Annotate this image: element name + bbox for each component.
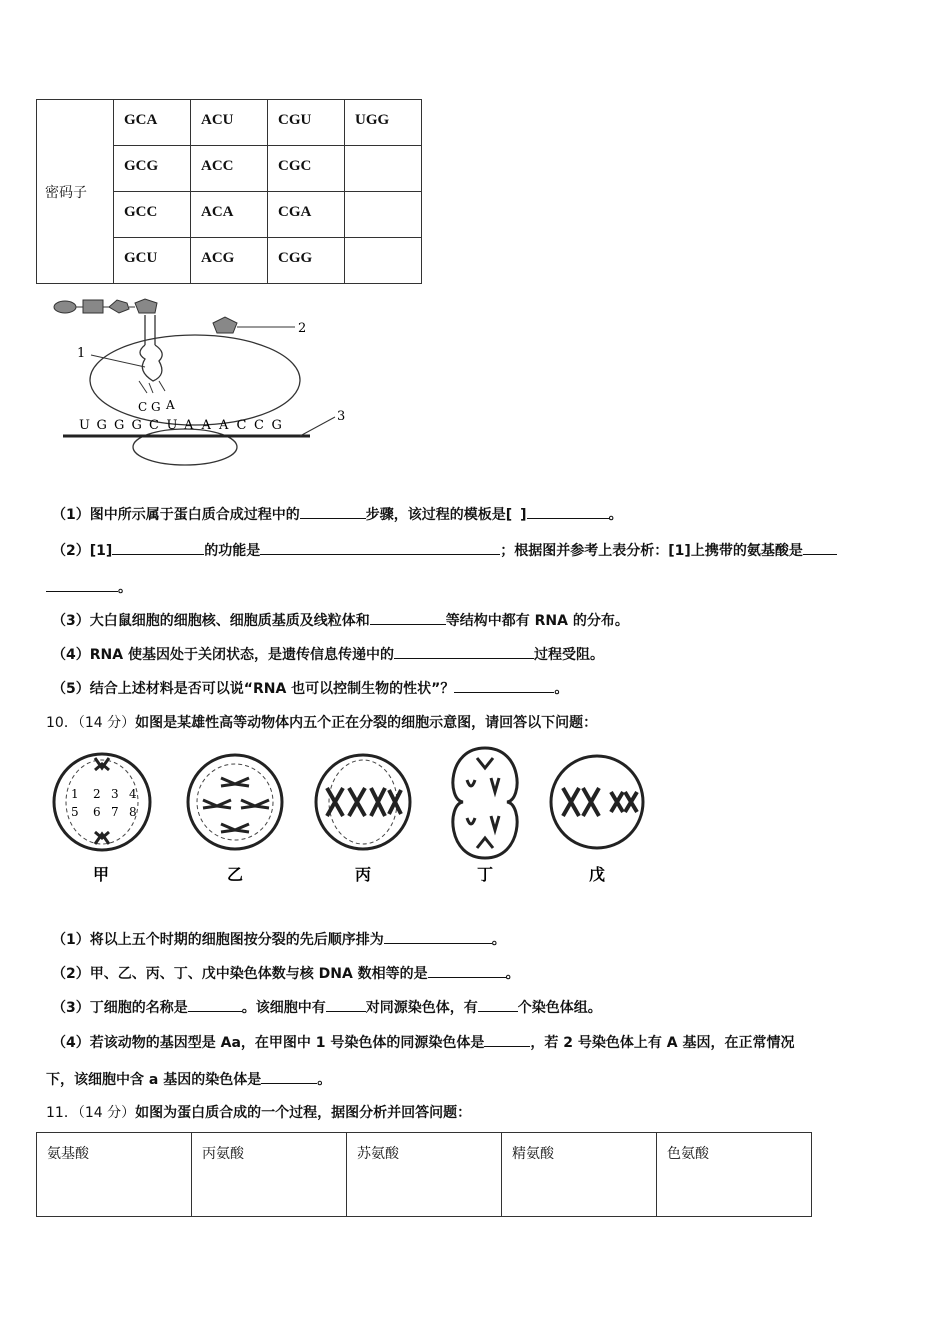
codon-cell: CGU [268,100,345,146]
amino-acid-shape [109,300,129,313]
trna-body [140,345,162,381]
answer-blank[interactable] [384,929,492,944]
codon-cell: GCA [114,100,191,146]
mrna-base: U [79,418,90,433]
q9-part2-cont: 。 [46,577,132,597]
q10-part3: （3）丁细胞的名称是 。该细胞中有 对同源染色体，有 个染色体组。 [52,997,602,1017]
chromosome [625,792,637,812]
chromosome-number: 8 [129,805,137,819]
answer-blank[interactable] [300,504,366,519]
codon-cell: CGG [268,238,345,284]
codon-cell [345,192,422,238]
anticodon-base: C [138,400,148,414]
mrna-base: A [201,418,211,433]
chromosome [221,824,249,832]
amino-acid-table [36,1132,812,1217]
cell-membrane [453,748,517,858]
mrna-base: C [236,418,247,433]
chromosome-number: 1 [71,787,79,801]
mrna-base: C [149,418,159,433]
chromosome [477,758,493,768]
answer-blank[interactable] [326,997,366,1012]
chromosome [349,788,365,816]
q9-part3: （3）大白鼠细胞的细胞核、细胞质基质及线粒体和 等结构中都有 RNA 的分布。 [52,610,629,630]
chromosome [611,792,623,812]
codon-cell: GCC [114,192,191,238]
chromosome [467,816,499,830]
chromosome [389,790,401,814]
cell-label: 戊 [589,865,606,884]
mrna-base: C [254,418,264,433]
codon-cell: ACG [191,238,268,284]
trna-tick [159,381,165,391]
codon-cell: CGC [268,146,345,192]
chromosome [95,832,109,844]
label-2: 2 [298,321,307,336]
codon-cell: ACC [191,146,268,192]
codon-cell [345,238,422,284]
cell-label: 丙 [355,865,372,884]
chromosome [221,778,249,786]
trna-tick [139,381,147,393]
codon-cell: GCU [114,238,191,284]
chromosome [241,800,269,808]
chromosome [583,788,599,816]
codon-table-label: 密码子 [37,100,114,284]
amino-acid-shape [83,300,103,313]
chromosome-number: 4 [129,787,137,801]
codon-table [36,99,422,284]
q9-part5: （5）结合上述材料是否可以说“RNA 也可以控制生物的性状”？ 。 [52,678,568,698]
chromosome-number: 5 [71,805,79,819]
amino-acid-shape [135,299,157,313]
mrna-base: G [96,418,107,433]
cell-label: 丁 [477,865,494,884]
answer-blank[interactable] [370,610,446,625]
ribosome-large-subunit [90,335,300,425]
amino-acid-header: 色氨酸 [657,1133,812,1217]
codon-cell: CGA [268,192,345,238]
codon-cell: UGG [345,100,422,146]
trna-tick [149,383,153,393]
label-1: 1 [77,346,86,361]
answer-blank[interactable] [484,1032,530,1047]
translation-figure [45,295,365,470]
mrna-base: U [166,418,178,433]
cell-label: 甲 [93,865,110,884]
amino-acid-header: 氨基酸 [37,1133,192,1217]
q9-part1: （1）图中所示属于蛋白质合成过程中的 步骤，该过程的模板是[ ] 。 [52,504,623,524]
chromosome-number: 3 [111,787,119,801]
q11-stem: 11．（14 分）如图为蛋白质合成的一个过程，据图分析并回答问题： [46,1105,472,1121]
answer-blank[interactable] [478,997,518,1012]
spindle [329,760,397,844]
free-amino-acid [213,317,237,333]
answer-blank[interactable] [46,577,118,592]
amino-acid-header: 苏氨酸 [347,1133,502,1217]
q10-part4: （4）若该动物的基因型是 Aa，在甲图中 1 号染色体的同源染色体是 ，若 2 号染色体上有 A 基因，在正常情况 [52,1032,794,1052]
label-3: 3 [337,409,346,424]
chromosome [203,800,231,808]
chromosome [467,778,499,792]
amino-acid-header: 丙氨酸 [192,1133,347,1217]
cell-label: 乙 [227,865,244,884]
chromosome [563,788,579,816]
anticodon-base: A [166,398,175,412]
codon-cell [345,146,422,192]
q10-part1: （1）将以上五个时期的细胞图按分裂的先后顺序排为 。 [52,929,506,949]
q10-stem: 10．（14 分）如图是某雄性高等动物体内五个正在分裂的细胞示意图，请回答以下问题： [46,715,598,731]
cell-division-figure [45,740,665,890]
codon-cell: ACU [191,100,268,146]
q9-part2: （2）[1] 的功能是 ；根据图并参考上表分析：[1]上携带的氨基酸是 [52,540,837,560]
answer-blank[interactable] [260,540,500,555]
codon-cell: ACA [191,192,268,238]
q10-part2: （2）甲、乙、丙、丁、戊中染色体数与核 DNA 数相等的是 。 [52,963,520,983]
amino-acid-shape [54,301,76,313]
anticodon-base: G [151,400,161,414]
answer-blank[interactable] [188,997,242,1012]
answer-blank[interactable] [261,1069,317,1084]
q9-part4: （4）RNA 使基因处于关闭状态，是遗传信息传递中的 过程受阻。 [52,644,604,664]
ribosome-small-subunit [133,429,237,465]
chromosome-number: 6 [93,805,101,819]
cell-yi [188,755,282,884]
mrna-base: G [114,418,125,433]
answer-blank[interactable] [428,963,506,978]
cell-bing [316,755,410,884]
label-line-3 [300,417,335,436]
chromosome [371,788,385,816]
answer-blank[interactable] [454,678,554,693]
cell-wu [551,756,643,884]
chromosome-number: 2 [93,787,101,801]
chromosome-number: 7 [111,805,119,819]
answer-blank[interactable] [527,504,609,519]
answer-blank[interactable] [112,540,204,555]
cell-jia [54,754,150,884]
chromosome [477,838,493,848]
cell-ding [453,748,517,884]
mrna-base: A [219,418,229,433]
mrna-base: G [271,418,282,433]
amino-acid-header: 精氨酸 [502,1133,657,1217]
answer-blank[interactable] [394,644,534,659]
mrna-base: G [131,418,142,433]
answer-blank[interactable] [803,540,837,555]
codon-cell: GCG [114,146,191,192]
mrna-base: A [184,418,194,433]
q10-part4-cont: 下，该细胞中含 a 基因的染色体是 。 [46,1069,331,1089]
